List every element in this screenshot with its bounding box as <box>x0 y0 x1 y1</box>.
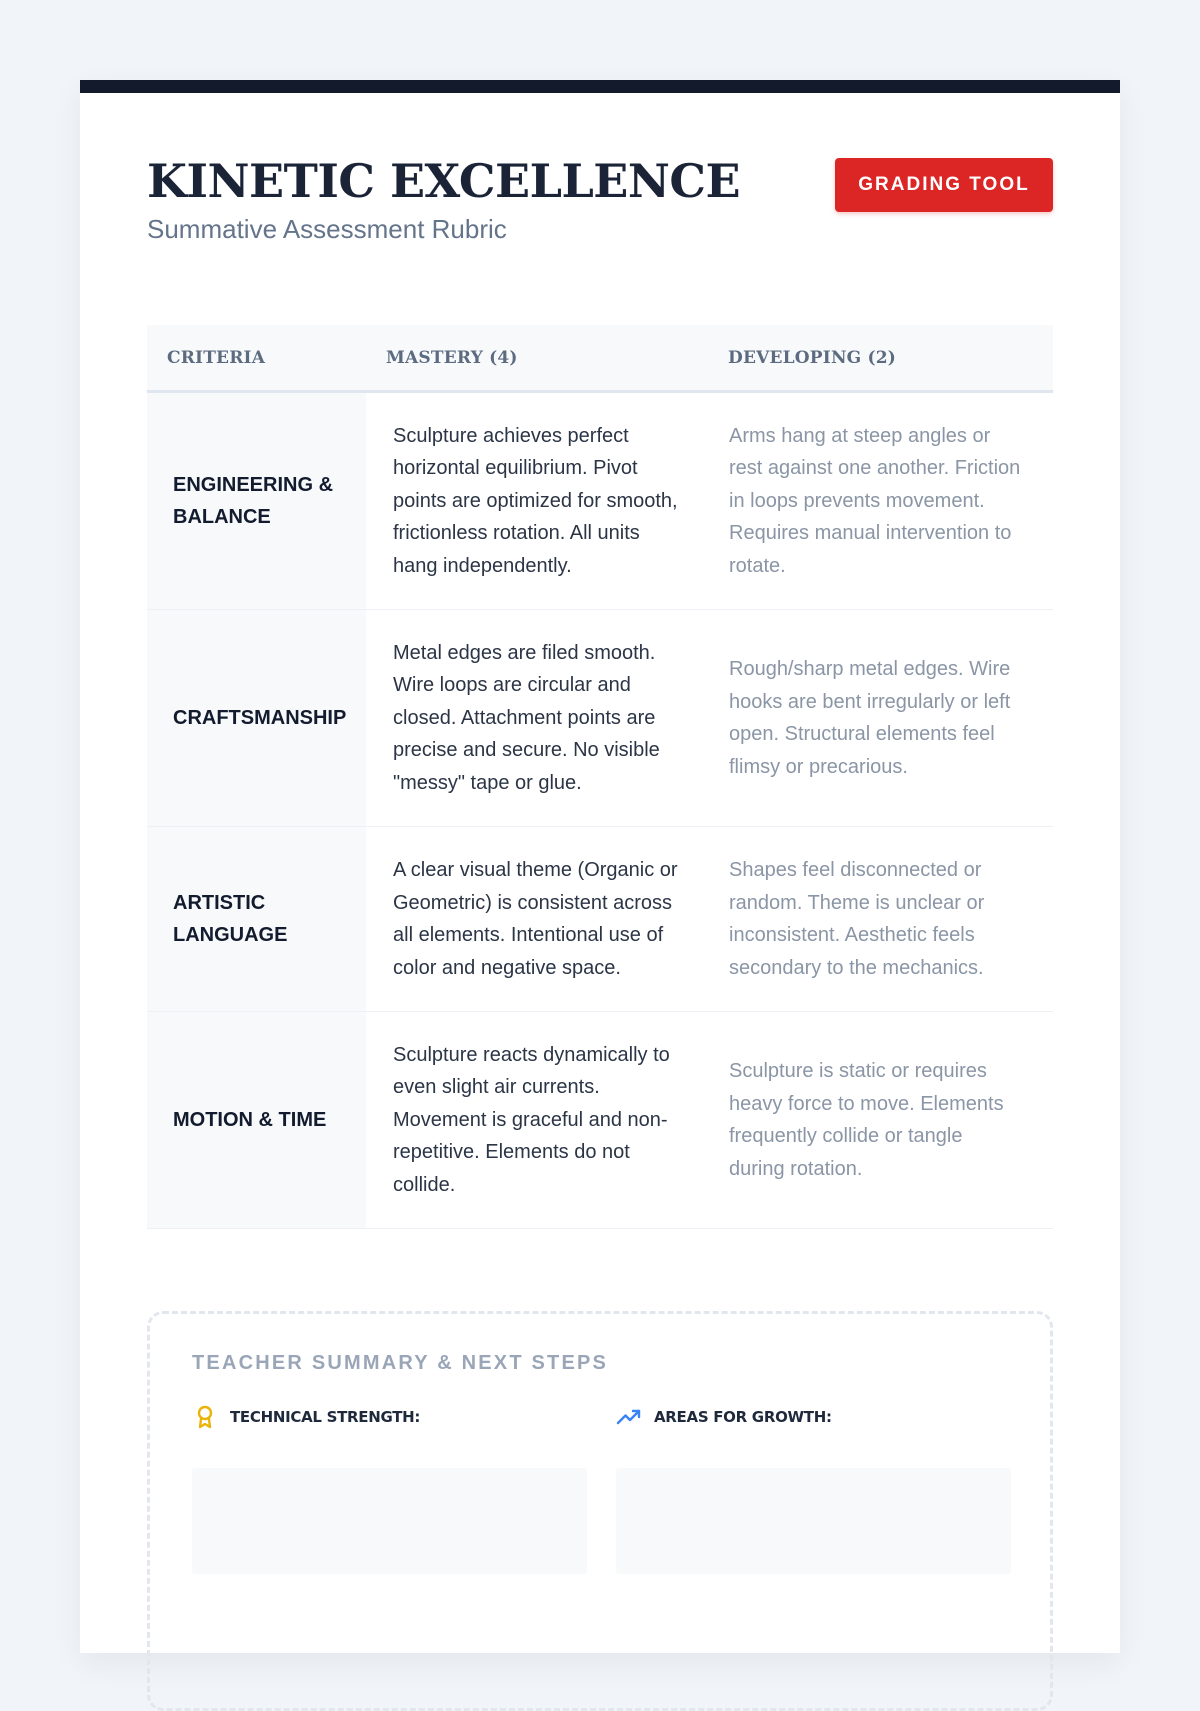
criteria-cell: ENGINEERING & BALANCE <box>147 392 366 610</box>
teacher-summary-panel <box>147 1311 1053 1711</box>
criteria-cell: ARTISTIC LANGUAGE <box>147 827 366 1012</box>
mastery-cell: A clear visual theme (Organic or Geometric) is consistent across all elements. Intentional use of color and negative space. <box>366 827 708 1012</box>
page-title: KINETIC EXCELLENCE <box>147 154 741 208</box>
header <box>147 151 1053 245</box>
rubric-table <box>147 325 1053 1229</box>
mastery-cell: Metal edges are filed smooth. Wire loops are circular and closed. Attachment points are precise and secure. No visible "messy" tape or glue. <box>366 610 708 827</box>
table-header-row <box>147 325 1053 392</box>
developing-cell: Sculpture is static or requires heavy force to move. Elements frequently collide or tangle during rotation. <box>708 1012 1053 1229</box>
rubric-card <box>80 80 1120 1653</box>
table-row <box>147 1012 1053 1229</box>
technical-strength-field <box>192 1402 587 1574</box>
column-header-criteria: CRITERIA <box>147 325 366 392</box>
areas-for-growth-field <box>616 1402 1011 1574</box>
developing-cell: Rough/sharp metal edges. Wire hooks are bent irregularly or left open. Structural elements feel flimsy or precarious. <box>708 610 1053 827</box>
areas-for-growth-label <box>616 1402 1011 1432</box>
technical-strength-label <box>192 1402 587 1432</box>
mastery-cell: Sculpture achieves perfect horizontal equilibrium. Pivot points are optimized for smooth, frictionless rotation. All units hang independently. <box>366 392 708 610</box>
areas-for-growth-input[interactable] <box>616 1468 1011 1574</box>
table-row <box>147 610 1053 827</box>
table-row <box>147 827 1053 1012</box>
column-header-developing: DEVELOPING (2) <box>708 325 1053 392</box>
mastery-cell: Sculpture reacts dynamically to even slight air currents. Movement is graceful and non-repetitive. Elements do not collide. <box>366 1012 708 1229</box>
technical-strength-input[interactable] <box>192 1468 587 1574</box>
developing-cell: Arms hang at steep angles or rest against one another. Friction in loops prevents movement. Requires manual intervention to rotate. <box>708 392 1053 610</box>
developing-cell: Shapes feel disconnected or random. Theme is unclear or inconsistent. Aesthetic feels secondary to the mechanics. <box>708 827 1053 1012</box>
areas-for-growth-text: AREAS FOR GROWTH: <box>654 1408 832 1426</box>
award-icon <box>192 1404 218 1430</box>
table-row <box>147 392 1053 610</box>
page-subtitle: Summative Assessment Rubric <box>147 214 507 244</box>
grading-tool-badge[interactable]: GRADING TOOL <box>835 158 1053 212</box>
criteria-cell: CRAFTSMANSHIP <box>147 610 366 827</box>
column-header-mastery: MASTERY (4) <box>366 325 708 392</box>
summary-title: TEACHER SUMMARY & NEXT STEPS <box>192 1352 609 1374</box>
trending-up-icon <box>616 1404 642 1430</box>
criteria-cell: MOTION & TIME <box>147 1012 366 1229</box>
technical-strength-text: TECHNICAL STRENGTH: <box>230 1408 421 1426</box>
